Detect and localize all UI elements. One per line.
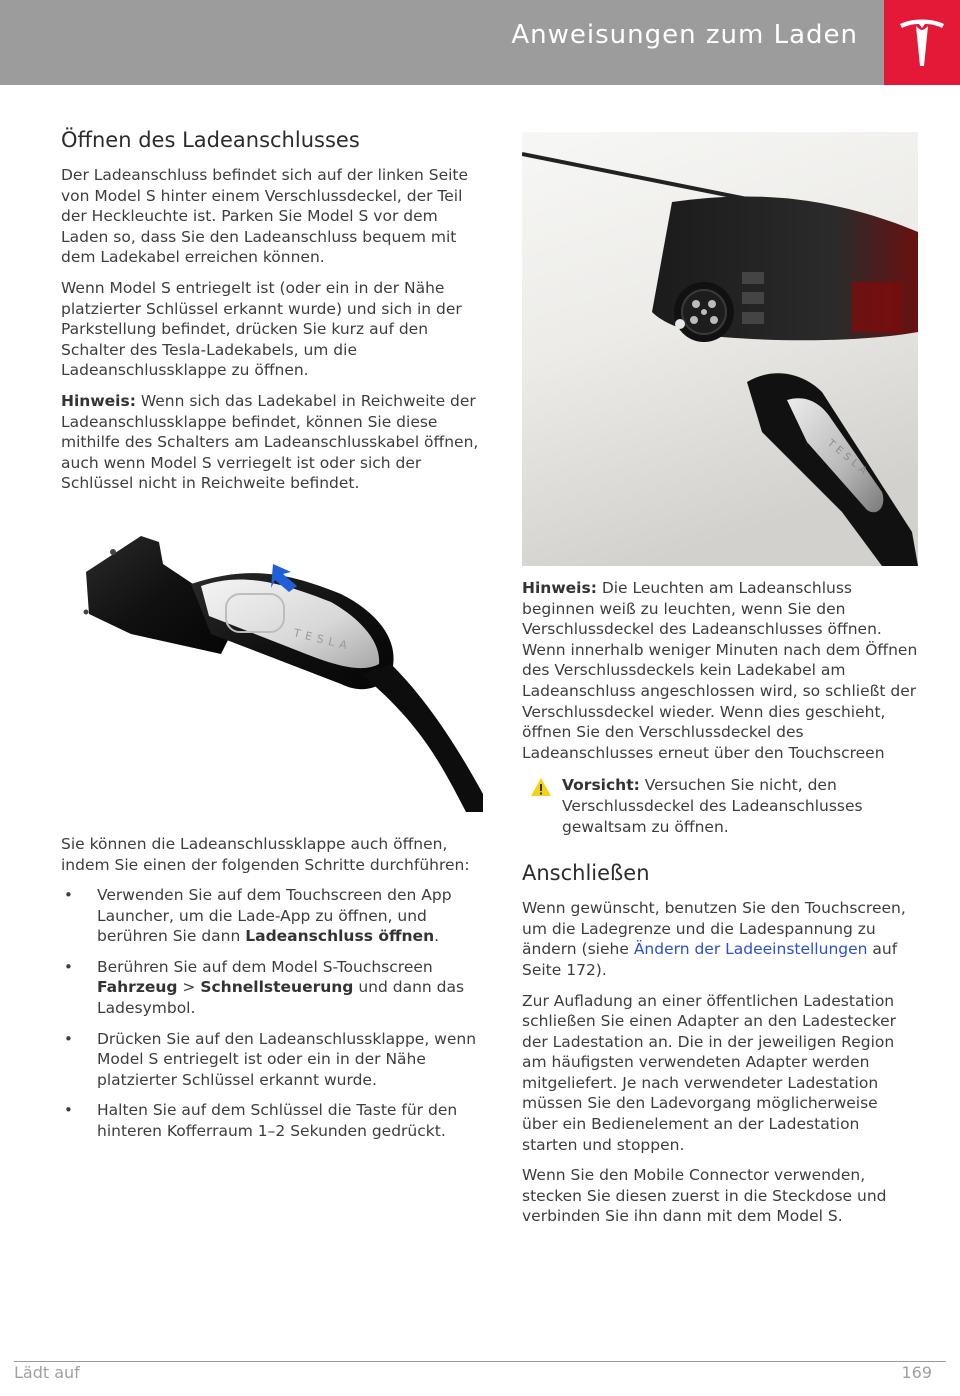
paragraph: Wenn Model S entriegelt ist (oder ein in der Nähe platzierter Schlüssel erkannt wurde) und sich in der Parkstellung befindet, drücken Sie kurz auf den Schalter des Tesla-Ladekabels, um die Ladeanschlussklappe zu öffnen.	[61, 278, 462, 380]
page-number: 169	[901, 1363, 932, 1382]
logo-box	[884, 0, 960, 85]
note-label: Hinweis:	[61, 391, 136, 410]
paragraph: Zur Aufladung an einer öffentlichen Ladestation schließen Sie einen Adapter an den Ladestecker der Ladestation an. Die in der jeweiligen Region am häufigsten verwendeten Adapter werden mitgeliefert. Je nach verwendeter Ladestation müssen Sie den Ladevorgang möglicherweise über ein Bedienelement an der Ladestation starten und stoppen.	[522, 991, 897, 1154]
note	[522, 578, 918, 763]
right-column	[522, 132, 918, 1237]
footer-divider	[14, 1361, 946, 1362]
tesla-logo-icon	[898, 16, 946, 68]
caution-box	[522, 775, 918, 837]
page-header	[0, 0, 884, 85]
bullet-icon: •	[64, 957, 73, 976]
list-item: • Verwenden Sie auf dem Touchscreen den App Launcher, um die Lade-App zu öffnen, und berühren Sie dann Ladeanschluss öffnen.	[64, 886, 452, 946]
note-text: Die Leuchten am Ladeanschluss beginnen weiß zu leuchten, wenn Sie den Verschlussdeckel des Ladeanschlusses öffnen. Wenn innerhalb weniger Minuten nach dem Öffnen des Verschlussdeckels kein Ladekabel am Ladeanschluss angeschlossen wird, so schließt der Verschlussdeckel wieder. Wenn dies geschieht, öffnen Sie den Verschlussdeckel des Ladeanschlusses erneut über den Touchscreen	[522, 579, 918, 762]
bullet-icon: •	[64, 1101, 73, 1120]
bullet-icon: •	[64, 886, 73, 905]
list-item: • Drücken Sie auf den Ladeanschlussklappe, wenn Model S entriegelt ist oder ein in der Nähe platzierter Schlüssel erkannt wurde.	[64, 1029, 477, 1089]
paragraph: Wenn Sie den Mobile Connector verwenden, stecken Sie diesen zuerst in die Steckdose und verbinden Sie ihn dann mit dem Model S.	[522, 1166, 887, 1226]
list-item: • Berühren Sie auf dem Model S-Touchscreen Fahrzeug > Schnellsteuerung und dann das Ladesymbol.	[64, 957, 465, 1018]
list-item: • Halten Sie auf dem Schlüssel die Taste für den hinteren Kofferraum 1–2 Sekunden gedrückt.	[64, 1101, 458, 1141]
charge-handle-photo	[61, 524, 483, 812]
note-label: Hinweis:	[522, 579, 597, 597]
bullet-icon: •	[64, 1029, 73, 1048]
settings-link[interactable]: Ändern der Ladeeinstellungen	[633, 940, 868, 959]
handle-brand-text: TESLA	[825, 437, 872, 480]
paragraph: Sie können die Ladeanschlussklappe auch öffnen, indem Sie einen der folgenden Schritte durchführen:	[61, 834, 470, 874]
left-column	[61, 128, 483, 1152]
note-text: Wenn sich das Ladekabel in Reichweite der Ladeanschlussklappe befindet, können Sie diese mithilfe des Schalters am Ladeanschlusskabel öffnen, auch wenn Model S verriegelt ist oder sich der Schlüssel nicht in Reichweite befindet.	[61, 391, 479, 493]
charge-port-photo	[522, 132, 918, 566]
option-list	[61, 885, 483, 1142]
warning-icon	[530, 777, 552, 797]
section-heading-connect: Anschließen	[522, 861, 650, 886]
caution-label: Vorsicht:	[562, 776, 640, 795]
caution-text: Vorsicht: Versuchen Sie nicht, den Verschlussdeckel des Ladeanschlusses gewaltsam zu öffnen.	[562, 776, 863, 836]
page-title: Anweisungen zum Laden	[511, 20, 858, 50]
footer-section: Lädt auf	[14, 1363, 80, 1382]
handle-brand-text: TESLA	[292, 626, 354, 654]
paragraph: Der Ladeanschluss befindet sich auf der linken Seite von Model S hinter einem Verschlussdeckel, der Teil der Heckleuchte ist. Parken Sie Model S vor dem Laden so, dass Sie den Ladeanschluss bequem mit dem Ladekabel erreichen können.	[61, 166, 469, 267]
paragraph: Wenn gewünscht, benutzen Sie den Touchscreen, um die Ladegrenze und die Ladespannung zu ändern (siehe Ändern der Ladeeinstellungen auf Seite 172).	[522, 899, 906, 979]
section-heading-opening: Öffnen des Ladeanschlusses	[61, 128, 360, 152]
note	[61, 391, 483, 494]
